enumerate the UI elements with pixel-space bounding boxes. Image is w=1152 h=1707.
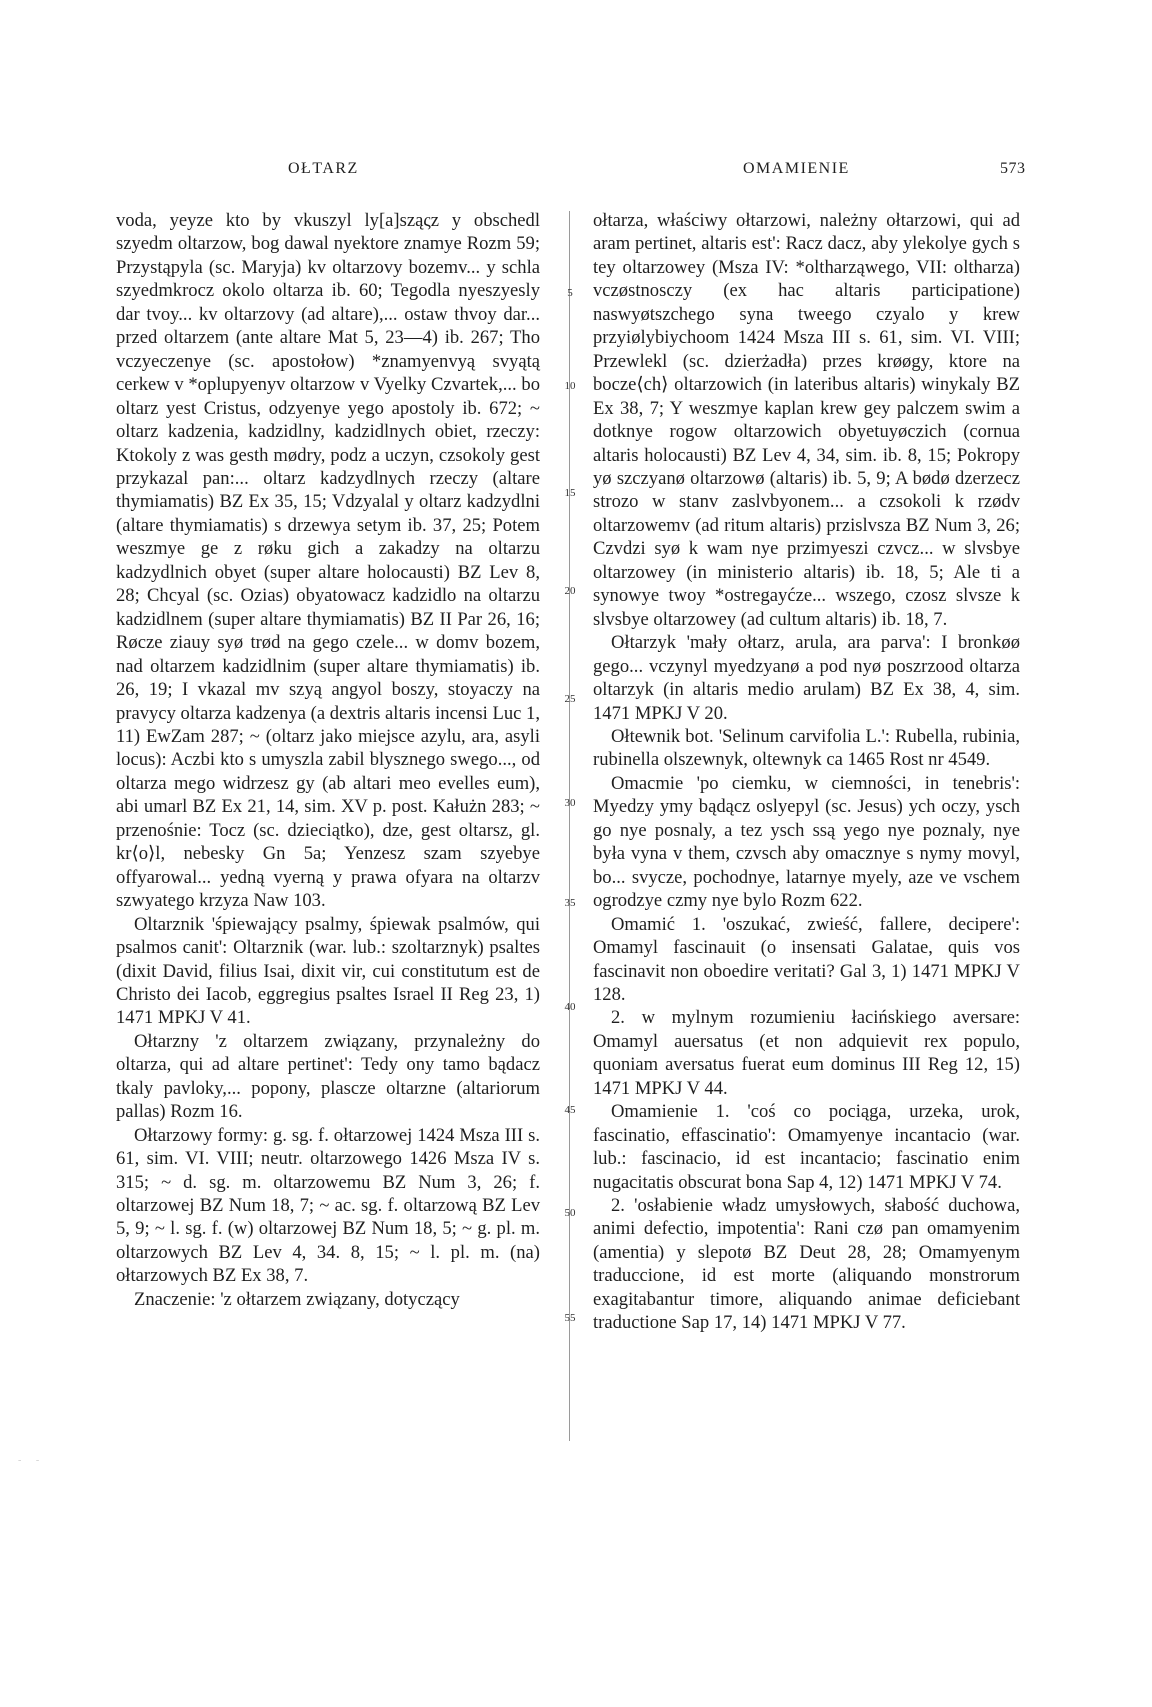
entry-oltarzny: Ołtarzny 'z oltarzem związany, przynależny do oltarza, qui ad altare pertinet': Tedy ony tamo bądacz tkaly pavloky,... popony, plascze oltarzne (altariorum pallas) Rozm 16. (116, 1030, 540, 1123)
line-number: 40 (564, 1001, 576, 1013)
entry-continuation: voda, yeyze kto by vkuszyl ly[a]sząςz y obschedl szyedm oltarzow, bog dawal nyektore znamye Rozm 59; Przystąpyla (sc. Maryja) kv oltarzovy bozemv... y schla szyedmkrocz okolo oltarza ib. 60; Tegodla nyeszyesly dar tvoy... kv oltarzovy (ad altare),... ostaw thvoy dar... przed oltarzem (ante altare Mat 5, 23—4) ib. 267; Tho vczyeczenye (sc. apostołow) *znamyenvyą svyątą cerkew v *oplupyenyv oltarzow v Vyelky Czvartek,... bo oltarz yest Cristus, odzyenye yego apostoly ib. 672; ~ oltarz kadzenia, kadzidlny, kadzidlnych obiet, rzeczy: Ktokoly z was gesth mødry, podz a uczyn, czsokoly gest przykazal pan:... oltarz kadzydlnych rzeczy (altare thymiamatis) BZ Ex 35, 15; Vdzyalal y oltarz kadzydlni (altare thymiamatis) s drzewya setym ib. 37, 25; Potem weszmye ge z røku gich a zakadzy na oltarzu kadzydlnich obyet (super altare holocausti) BZ Lev 8, 28; Chcyal (sc. Ozias) obyatowacz kadzidlo na oltarzu kadzidlnem (super altare thymiamatis) BZ II Par 26, 16; Røcze ziauy syø trød na gego czele... w domv bozem, nad oltarzem kadzidlnim (super altare thymiamatis) ib. 26, 19; I vkazal mv szyą angyol boszy, stoyaczy na pravycy oltarza kadzenya (a dextris altaris incensi Luc 1, 11) EwZam 287; ~ (oltarz jako miejsce azylu, ara, asyli locus): Aczbi kto s umyszla zabil blysznego swego..., od oltarza mego widrzesz gy (ab altari meo evelles eum), abi umarl BZ Ex 21, 14, sim. XV p. post. Kałużn 283; ~ przenośnie: Tocz (sc. dzieciątko), dze, gest oltarsz, gl. kr⟨o⟩l, nebesky Gn 5a; Yenzesz szam szyebye offyarowal... yedną vyerną y prawa ofyara na oltarzv szwyatego krzyza Naw 103. (116, 210, 540, 912)
line-number: 25 (564, 693, 576, 705)
entry-znaczenie: Znaczenie: 'z ołtarzem związany, dotyczący (134, 1288, 460, 1310)
line-number: 10 (564, 380, 576, 392)
column-rule (569, 211, 570, 1441)
entry-omamic-2: 2. w mylnym rozumieniu łacińskiego aversare: Omamyl auersatus (et non adquievit rex populo, quoniam aversatus fuerat eum dominus III Reg 12, 15) 1471 MPKJ V 44. (593, 1007, 1020, 1099)
right-column (593, 209, 1020, 1335)
line-number-gutter (555, 209, 585, 1449)
entry-omamienie-2: 2. 'osłabienie władz umysłowych, słabość duchowa, animi defectio, impotentia': Rani czø pan omamyenim (amentia) y slepotø BZ Deut 28, 28; Omamyenym traduccione, id est morte (aliquando monstrorum exagitabantur timore, aliquando animae deficiebant traductione Sap 17, 14) 1471 MPKJ V 77. (593, 1195, 1020, 1334)
line-number: 30 (564, 797, 576, 809)
entry-oltarzyk: Ołtarzyk 'mały ołtarz, arula, ara parva': I bronkøø gego... vczynyl myedzyanø a pod nyø poszrzood oltarza oltarzyk (in altaris medio arulam) BZ Ex 38, 4, sim. 1471 MPKJ V 20. (593, 632, 1020, 724)
entry-oltarzowy-continuation: ołtarza, właściwy ołtarzowi, należny ołtarzowi, qui ad aram pertinet, altaris est': Racz dacz, aby ylekolye gych s tey oltarzowey (Msza IV: *oltharząwego, VII: oltharza) vczøstnosczy (ex hac altaris participatione) naswyøtszchego syna tweego czyalo y krew przyiølybiychoom 1424 Msza III s. 61, sim. VI. VIII; Przewlekl (sc. dzierżadła) przes krøøgy, ktore na bocze⟨ch⟩ oltarzowich (in lateribus altaris) winykaly BZ Ex 38, 7; Y weszmye kaplan krew gey palczem swim a dotknye rogow oltarzowich obyetuyøczich (cornua altaris holocausti) BZ Lev 4, 34, sim. ib. 8, 15; Pokropy yø szczyanø oltarzowø (altaris) ib. 5, 9; A bødø dzerzecz strozo w stanv zaslvbyonem... a czsokoli k rzødv oltarzowemv (ad ritum altaris) przislvsza BZ Num 3, 26; Czvdzi syø k wam nye przimyeszi czvcz... w slvsbye oltarzowey (in ministerio altaris) ib. 18, 5; Ale ti a synowye twoy *ostregayćze... wszego, czosz slvsze k slvsbye oltarzowey (ad cultum altaris) ib. 18, 7. (593, 210, 1020, 630)
entry-omamienie-1: Omamienie 1. 'coś co pociąga, urzeka, urok, fascinatio, effascinatio': Omamyenye incantacio (war. lub.: fascinacio, id est incantacio; fascinatio enim nugacitatis obscurat bona Sap 4, 12) 1471 MPKJ V 74. (593, 1101, 1020, 1193)
line-number: 20 (564, 585, 576, 597)
running-head-left: OŁTARZ (288, 160, 359, 177)
line-number: 50 (564, 1207, 576, 1219)
left-column (116, 209, 540, 1311)
line-number: 45 (564, 1104, 576, 1116)
line-number: 5 (567, 287, 573, 299)
entry-oltewnik: Ołtewnik bot. 'Selinum carvifolia L.': Rubella, rubinia, rubinella olszewnyk, oltewnyk ca 1465 Rost nr 4549. (593, 725, 1020, 771)
entry-omamic-1: Omamić 1. 'oszukać, zwieść, fallere, decipere': Omamyl fascinauit (o insensati Galatae, quis vos fascinavit non oboedire veritati? Gal 3, 1) 1471 MPKJ V 128. (593, 913, 1020, 1005)
running-head-right: OMAMIENIE (743, 160, 850, 177)
entry-omacmie: Omacmie 'po ciemku, w ciemności, in tenebris': Myedzy ymy bądącz oslyepyl (sc. Jesus) ych oczy, ysch go nye posnaly, a tez ysch ssą yego nye poznaly, nye była vyna v them, czvsch aby omacznye s nymy movyl, bo... svycze, pochodnye, latarnye myely, aze ve vschem ogrodzye czmy nye bylo Rozm 622. (593, 772, 1020, 912)
line-number: 55 (564, 1312, 576, 1324)
line-number: 35 (564, 897, 576, 909)
entry-oltarzowy: Ołtarzowy formy: g. sg. f. ołtarzowej 1424 Msza III s. 61, sim. VI. VIII; neutr. oltarzowego 1426 Msza IV s. 315; ~ d. sg. m. oltarzowemu BZ Num 3, 26; f. oltarzowej BZ Num 18, 7; ~ ac. sg. f. oltarzową BZ Lev 5, 9; ~ l. sg. f. (w) oltarzowej BZ Num 18, 5; ~ g. pl. m. oltarzowych BZ Lev 4, 34. 8, 15; ~ l. pl. m. (na) ołtarzowych BZ Ex 38, 7. (116, 1124, 540, 1287)
line-number: 15 (564, 487, 576, 499)
page-number: 573 (1000, 160, 1026, 177)
entry-oltarznik: Oltarznik 'śpiewający psalmy, śpiewak psalmów, qui psalmos canit': Oltarznik (war. lub.: szoltarznyk) psaltes (dixit David, filius Isai, dixit vir, cui constitutum est de Christo dei Iacob, eggregius psaltes Israel II Reg 23, 1) 1471 MPKJ V 41. (116, 913, 540, 1029)
scan-mark: - - (18, 1455, 46, 1466)
